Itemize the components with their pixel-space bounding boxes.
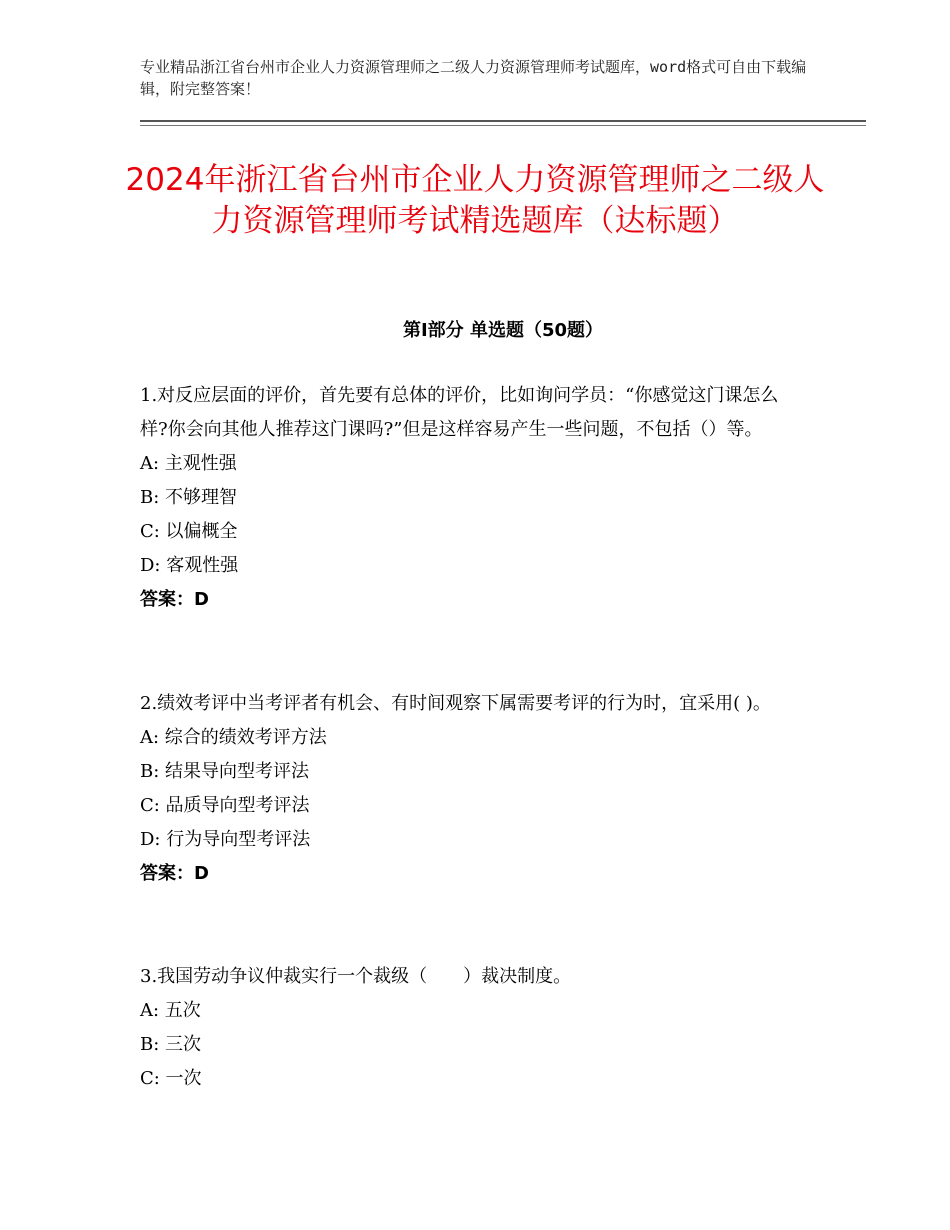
question-text: 3.我国劳动争议仲裁实行一个裁级（ ）裁决制度。 xyxy=(140,966,572,987)
question-text: 2.绩效考评中当考评者有机会、有时间观察下属需要考评的行为时，宜采用( )。 xyxy=(140,693,771,714)
option-d: D: 行为导向型考评法 xyxy=(140,829,311,850)
option-a: A: 五次 xyxy=(140,1000,201,1021)
section-heading: 第Ⅰ部分 单选题（50题） xyxy=(402,320,603,341)
question-1 xyxy=(140,379,800,617)
option-b: B: 不够理智 xyxy=(140,487,238,508)
option-b: B: 三次 xyxy=(140,1034,202,1055)
question-3 xyxy=(140,960,800,1096)
header-rule-thick xyxy=(140,120,866,122)
option-b: B: 结果导向型考评法 xyxy=(140,761,310,782)
option-c: C: 一次 xyxy=(140,1068,202,1089)
document-title: 2024年浙江省台州市企业人力资源管理师之二级人力资源管理师考试精选题库（达标题） xyxy=(125,162,825,239)
answer: 答案：D xyxy=(140,589,209,610)
option-a: A: 主观性强 xyxy=(140,453,237,474)
header-note: 专业精品浙江省台州市企业人力资源管理师之二级人力资源管理师考试题库，word格式可自由下载编辑，附完整答案！ xyxy=(140,58,807,98)
answer: 答案：D xyxy=(140,863,209,884)
option-a: A: 综合的绩效考评方法 xyxy=(140,727,327,748)
option-c: C: 以偏概全 xyxy=(140,521,238,542)
option-c: C: 品质导向型考评法 xyxy=(140,795,310,816)
question-text: 1.对反应层面的评价，首先要有总体的评价，比如询问学员：“你感觉这门课怎么样?你会向其他人推荐这门课吗?”但是这样容易产生一些问题，不包括（）等。 xyxy=(140,385,779,440)
question-2 xyxy=(140,687,800,891)
option-d: D: 客观性强 xyxy=(140,555,239,576)
header-rule-thin xyxy=(140,125,866,126)
